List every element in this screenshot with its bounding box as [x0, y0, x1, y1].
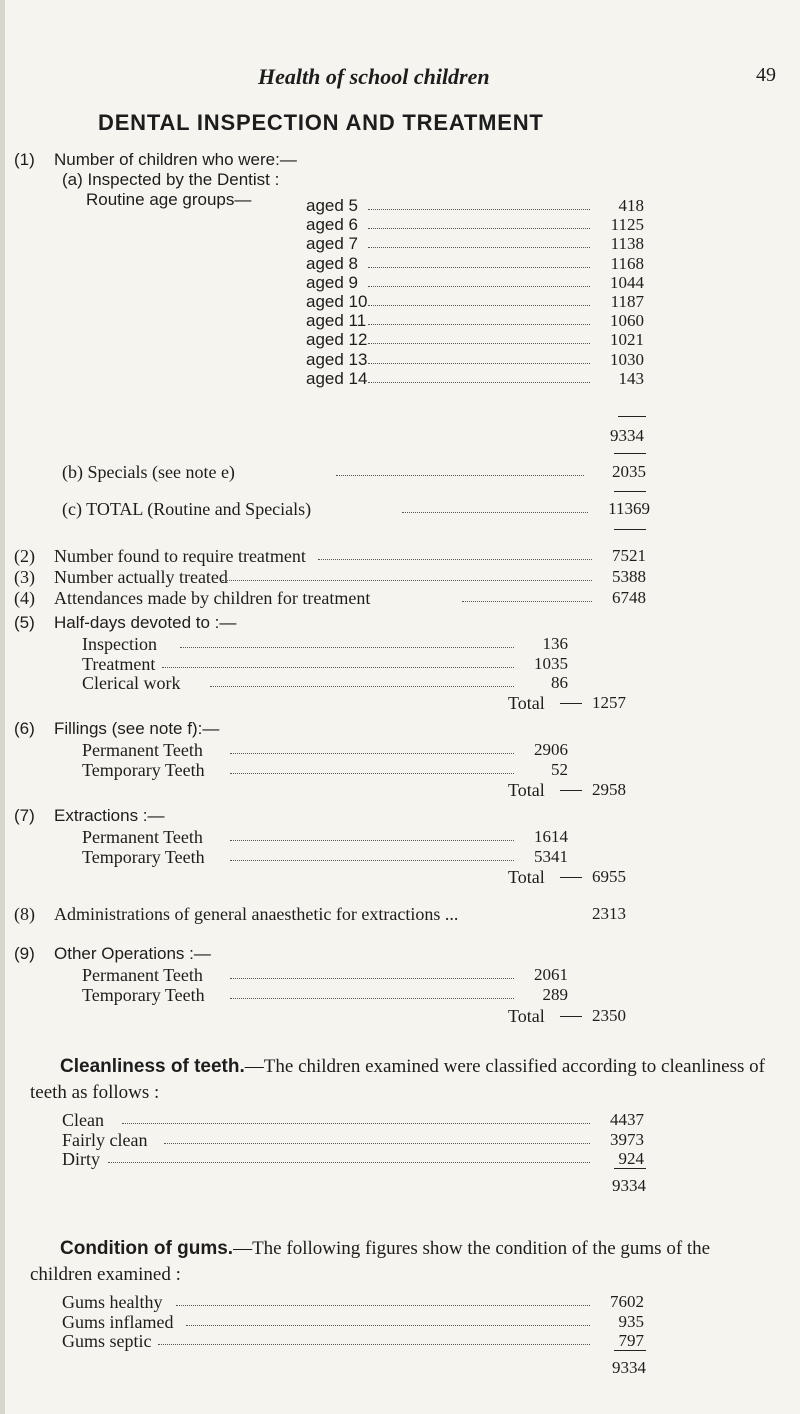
row-label: Number actually treated	[54, 567, 228, 587]
summary-row	[54, 567, 646, 587]
total-row	[62, 499, 650, 519]
leader-dots	[368, 228, 590, 229]
row-label: Inspection	[82, 634, 157, 654]
total-value: 2350	[592, 1006, 626, 1025]
total-rule	[614, 453, 646, 454]
age-group-row	[306, 273, 644, 293]
leader-dots	[222, 580, 592, 581]
leader-dots	[368, 286, 590, 287]
subsection-label: Routine age groups—	[86, 190, 252, 209]
detail-row	[82, 985, 568, 1005]
row-value: 924	[618, 1149, 644, 1168]
detail-row	[62, 1149, 644, 1169]
row-value: 2035	[612, 462, 646, 481]
running-header: Health of school children	[258, 64, 490, 89]
total-rule	[618, 416, 646, 417]
row-label: aged 12	[306, 330, 368, 350]
item-number: (2)	[14, 546, 35, 566]
row-value: 1021	[610, 330, 644, 350]
detail-row	[82, 654, 568, 674]
detail-row	[62, 1110, 644, 1130]
detail-row	[82, 827, 568, 847]
row-label: Clerical work	[82, 673, 181, 693]
row-label: aged 14	[306, 368, 368, 388]
detail-row	[82, 965, 568, 985]
gums-paragraph	[30, 1236, 770, 1288]
row-label: aged 10	[306, 292, 368, 311]
row-label: Gums septic	[62, 1331, 152, 1351]
total-value: 6955	[592, 867, 626, 886]
leader-dots	[122, 1123, 590, 1124]
row-label: aged 5	[306, 196, 358, 215]
age-group-row	[306, 292, 644, 312]
leader-dots	[318, 559, 592, 560]
detail-row	[82, 634, 568, 654]
leader-dots	[180, 647, 514, 648]
leader-dots	[368, 382, 590, 383]
leader-dots	[368, 343, 590, 344]
dash-rule	[560, 790, 582, 791]
summary-row	[54, 546, 646, 566]
row-value: 797	[618, 1331, 644, 1350]
leader-dots	[368, 305, 590, 306]
row-label: Attendances made by children for treatment	[54, 588, 371, 608]
leader-dots	[230, 860, 514, 861]
cleanliness-heading: Cleanliness of teeth.	[60, 1056, 245, 1077]
leader-dots	[462, 601, 592, 602]
row-value: 7521	[612, 546, 646, 565]
leader-dots	[368, 363, 590, 364]
row-label: (c) TOTAL (Routine and Specials)	[62, 499, 312, 519]
leader-dots	[176, 1305, 590, 1306]
detail-row	[62, 1312, 644, 1332]
dash-rule	[560, 877, 582, 878]
specials-row	[62, 462, 646, 482]
section-label: Administrations of general anaesthetic for extractions ...	[54, 904, 459, 924]
row-value: 5388	[612, 567, 646, 586]
total-rule	[614, 529, 646, 530]
row-label: aged 13	[306, 349, 368, 369]
leader-dots	[368, 247, 590, 248]
row-value: 2906	[534, 740, 568, 759]
item-number: (3)	[14, 567, 35, 587]
row-label: (b) Specials (see note e)	[62, 462, 235, 482]
row-value: 289	[542, 985, 568, 1004]
row-value: 1138	[610, 234, 644, 254]
age-group-row	[306, 196, 644, 216]
leader-dots	[162, 667, 514, 668]
leader-dots	[368, 324, 590, 325]
row-label: aged 9	[306, 272, 358, 292]
row-value: 2061	[534, 965, 568, 984]
subtotal-value: 9334	[610, 426, 644, 445]
row-value: 1030	[610, 349, 644, 369]
detail-row	[62, 1331, 644, 1351]
item-number: (1)	[14, 150, 35, 169]
section-label: Number of children who were:—	[54, 150, 297, 169]
dash-rule	[560, 1016, 582, 1017]
section-label: Other Operations :—	[54, 944, 211, 963]
row-value: 1060	[610, 311, 644, 331]
section-label: Fillings (see note f):—	[54, 719, 220, 738]
leader-dots	[368, 267, 590, 268]
row-value: 1614	[534, 827, 568, 846]
row-label: Temporary Teeth	[82, 760, 205, 780]
paragraph-text: —The following figures show the condition of the gums of the children examined :	[30, 1238, 711, 1285]
detail-row	[62, 1292, 644, 1312]
page-number: 49	[756, 64, 776, 86]
row-value: 86	[551, 673, 568, 692]
row-value: 143	[618, 368, 644, 388]
row-value: 7602	[610, 1292, 644, 1311]
section-label: Extractions :—	[54, 806, 165, 825]
row-label: Fairly clean	[62, 1129, 148, 1150]
age-group-row	[306, 311, 644, 331]
leader-dots	[164, 1143, 590, 1144]
detail-row	[82, 673, 568, 693]
row-value: 418	[618, 196, 644, 215]
detail-row	[82, 740, 568, 760]
leader-dots	[368, 209, 590, 210]
age-group-row	[306, 350, 644, 370]
gums-heading: Condition of gums.	[60, 1238, 234, 1259]
leader-dots	[230, 978, 514, 979]
row-value: 11369	[608, 499, 650, 518]
row-label: Treatment	[82, 653, 156, 674]
row-value: 6748	[612, 588, 646, 607]
item-number: (5)	[14, 613, 35, 632]
row-value: 1044	[610, 272, 644, 292]
row-label: Number found to require treatment	[54, 546, 306, 566]
dash-rule	[560, 703, 582, 704]
row-value: 1035	[534, 653, 568, 673]
summary-row	[54, 588, 646, 608]
subsection-label: (a) Inspected by the Dentist :	[62, 170, 280, 189]
item-number: (6)	[14, 719, 35, 738]
row-value: 136	[542, 634, 568, 653]
total-label: Total	[508, 867, 545, 887]
cleanliness-paragraph	[30, 1054, 770, 1106]
leader-dots	[336, 475, 584, 476]
page-edge	[0, 0, 5, 1414]
row-label: Gums inflamed	[62, 1311, 174, 1332]
row-value: 1187	[610, 292, 644, 311]
row-label: Clean	[62, 1110, 104, 1130]
leader-dots	[210, 686, 514, 687]
row-value: 1168	[610, 253, 644, 273]
total-value: 1257	[592, 693, 626, 712]
total-label: Total	[508, 693, 545, 713]
detail-row	[82, 847, 568, 867]
row-label: Dirty	[62, 1149, 100, 1169]
row-value: 1125	[610, 215, 644, 235]
row-value: 2313	[592, 904, 626, 923]
total-rule	[614, 1350, 646, 1351]
row-value: 3973	[610, 1129, 644, 1149]
row-value: 4437	[610, 1110, 644, 1129]
leader-dots	[230, 840, 514, 841]
row-value: 935	[618, 1311, 644, 1331]
page-title: DENTAL INSPECTION AND TREATMENT	[98, 110, 544, 135]
detail-row	[82, 760, 568, 780]
detail-row	[62, 1130, 644, 1150]
leader-dots	[186, 1325, 590, 1326]
paragraph-text: —The children examined were classified according to cleanliness of teeth as follows :	[30, 1056, 765, 1103]
age-group-row	[306, 234, 644, 254]
row-label: aged 7	[306, 234, 358, 254]
leader-dots	[158, 1344, 590, 1345]
leader-dots	[230, 773, 514, 774]
row-label: aged 11	[306, 311, 367, 331]
item-number: (4)	[14, 588, 35, 608]
age-group-row	[306, 254, 644, 274]
row-label: Temporary Teeth	[82, 847, 205, 867]
total-rule	[614, 491, 646, 492]
item-number: (8)	[14, 904, 35, 924]
row-label: aged 6	[306, 215, 358, 235]
leader-dots	[230, 753, 514, 754]
leader-dots	[402, 512, 588, 513]
item-number: (9)	[14, 944, 35, 963]
total-value: 9334	[612, 1176, 646, 1195]
row-label: Permanent Teeth	[82, 827, 203, 847]
section-label: Half-days devoted to :—	[54, 613, 237, 632]
row-label: Permanent Teeth	[82, 965, 203, 985]
total-rule	[614, 1168, 646, 1169]
row-label: Gums healthy	[62, 1292, 163, 1312]
row-value: 5341	[534, 847, 568, 866]
total-value: 9334	[612, 1358, 646, 1377]
row-label: aged 8	[306, 253, 358, 273]
age-group-row	[306, 215, 644, 235]
total-value: 2958	[592, 780, 626, 799]
age-group-row	[306, 369, 644, 389]
row-value: 52	[551, 760, 568, 779]
total-label: Total	[508, 1006, 545, 1026]
leader-dots	[108, 1162, 590, 1163]
total-label: Total	[508, 780, 545, 800]
row-label: Permanent Teeth	[82, 740, 203, 760]
item-number: (7)	[14, 806, 35, 825]
row-label: Temporary Teeth	[82, 985, 205, 1005]
age-group-row	[306, 330, 644, 350]
leader-dots	[230, 998, 514, 999]
